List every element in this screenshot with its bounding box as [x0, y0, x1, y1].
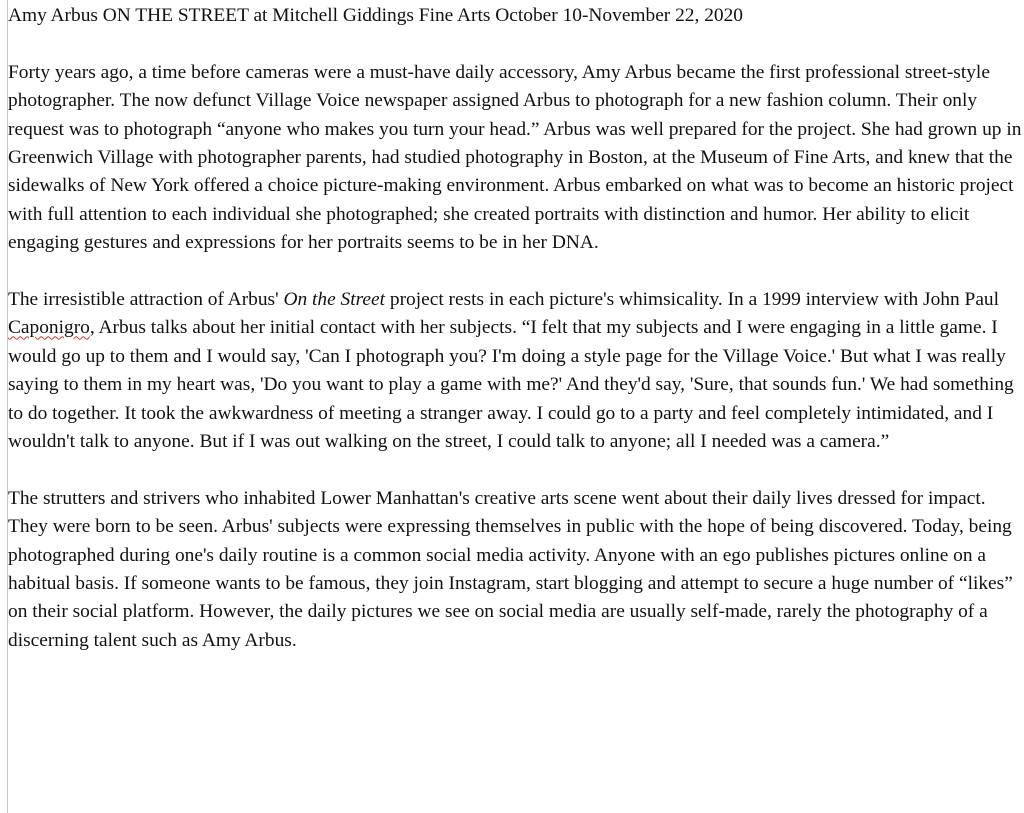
paragraph-2-part-1: The irresistible attraction of Arbus': [8, 289, 284, 311]
document-heading: Amy Arbus ON THE STREET at Mitchell Giddings Fine Arts October 10-November 22, 2020: [8, 5, 743, 26]
paragraph-spacer: [8, 258, 1022, 286]
paragraph-1: Forty years ago, a time before cameras were a must-have daily accessory, Amy Arbus became the first professional street-style photographer. The now defunct Village Voice newspaper assigned Arbus to photograph for a new fashion column. Their only request was to photograph “anyone who makes you turn your head.” Arbus was well prepared for the project. She had grown up in Greenwich Village with photographer parents, had studied photography in Boston, at the Museum of Fine Arts, and knew that the sidewalks of New York offered a choice picture-making environment. Arbus embarked on what was to become an historic project with full attention to each individual she photographed; she created portraits with distinction and humor. Her ability to elicit engaging gestures and expressions for her portraits seems to be in her DNA.: [8, 61, 1022, 254]
paragraph-2-part-3: , Arbus talks about her initial contact with her subjects. “I felt that my subjects and I were engaging in a little game. I would go up to them and I would say, 'Can I photograph you? I'm doing a style page for the Village Voice.' But what I was really saying to them in my heart was, 'Do you want to play a game with me?' And they'd say, 'Sure, that sounds fun.' We had something to do together. It took the awkwardness of meeting a stranger away. I could go to a party and feel completely intimidated, and I wouldn't talk to anyone. But if I was out walking on the street, I could talk to anyone; all I needed was a camera.”: [8, 317, 1014, 453]
exhibition-title-italic: On the Street: [283, 289, 386, 311]
spellcheck-flagged-word[interactable]: Caponigro: [8, 317, 90, 339]
document-body[interactable]: [8, 2, 1022, 655]
paragraph-spacer: [8, 456, 1022, 484]
paragraph-2: [8, 286, 1022, 456]
paragraph-spacer: [8, 30, 1022, 58]
paragraph-3: The strutters and strivers who inhabited Lower Manhattan's creative arts scene went about their daily lives dressed for impact. They were born to be seen. Arbus' subjects were expressing themselves in public with the hope of being discovered. Today, being photographed during one's daily routine is a common social media activity. Anyone with an ego publishes pictures online on a habitual basis. If someone wants to be famous, they join Instagram, start blogging and attempt to secure a huge number of “likes” on their social platform. However, the daily pictures we see on social media are usually self-made, rarely the photography of a discerning talent such as Amy Arbus.: [8, 487, 1013, 651]
paragraph-2-part-2: project rests in each picture's whimsicality. In a 1999 interview with John Paul: [385, 289, 1000, 311]
